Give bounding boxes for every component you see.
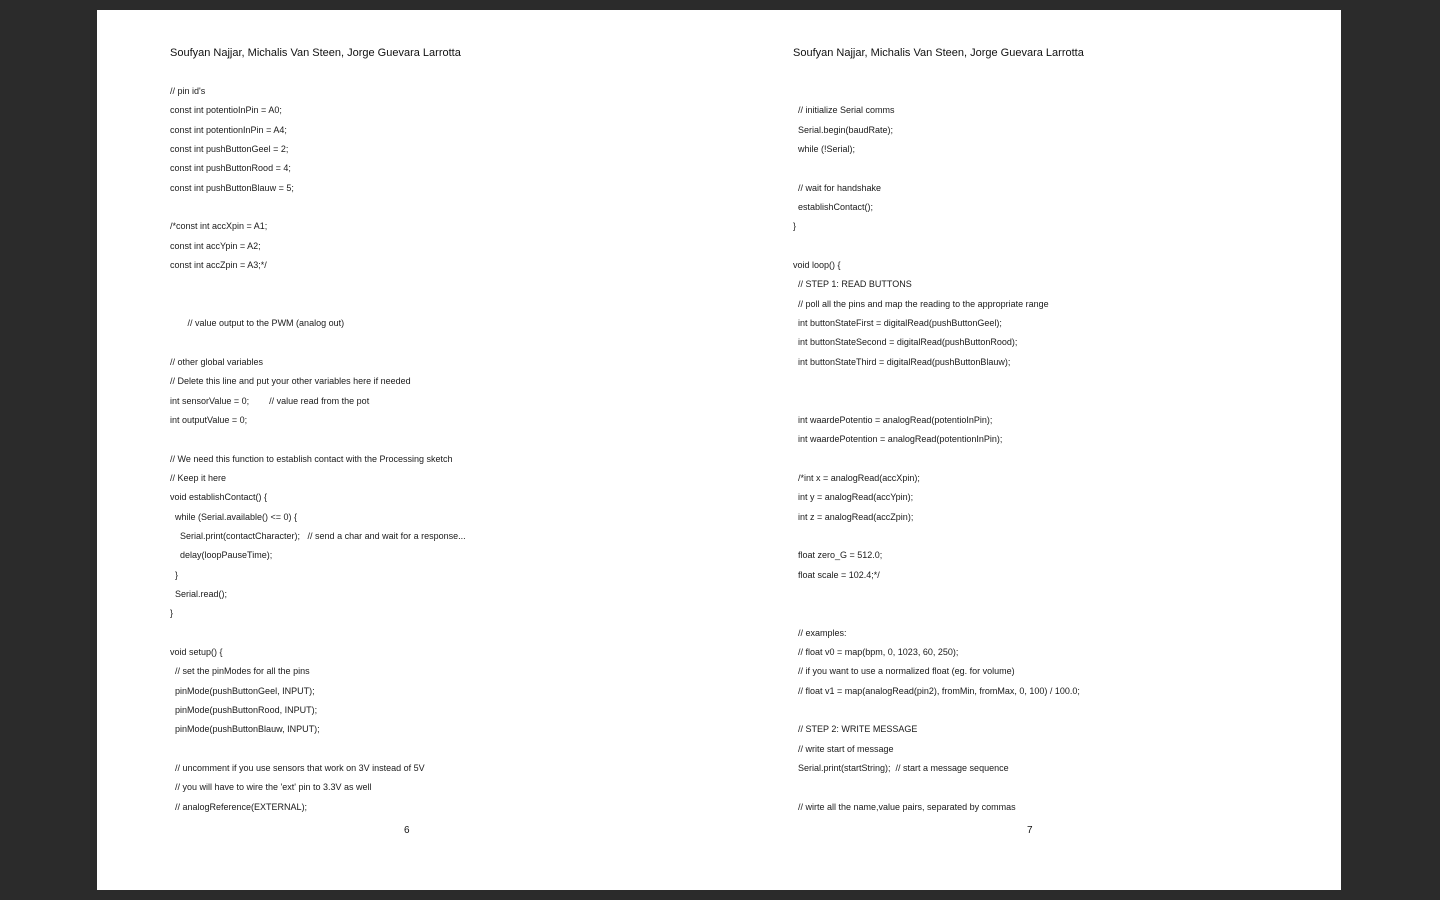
code-line: // wait for handshake <box>793 182 882 193</box>
code-line: /*int x = analogRead(accXpin); <box>793 472 920 483</box>
code-line: float zero_G = 512.0; <box>793 550 883 561</box>
code-line: // write start of message <box>793 743 894 754</box>
page-6 <box>170 10 690 890</box>
code-line: // pin id's <box>170 86 206 96</box>
code-line: int z = analogRead(accZpin); <box>793 511 914 522</box>
code-line <box>793 237 1080 256</box>
code-line: } <box>170 569 179 580</box>
code-line <box>793 392 1080 411</box>
code-line <box>793 450 1080 469</box>
code-line: // set the pinModes for all the pins <box>170 666 310 677</box>
code-line <box>793 527 1080 546</box>
code-line: // STEP 2: WRITE MESSAGE <box>793 724 918 735</box>
code-line: int sensorValue = 0; // value read from the pot <box>170 395 370 406</box>
code-line <box>793 82 1080 101</box>
code-line: // other global variables <box>170 356 264 367</box>
code-line: /*const int accXpin = A1; <box>170 221 268 232</box>
code-line: int y = analogRead(accYpin); <box>793 492 914 503</box>
code-line: void setup() { <box>170 646 223 657</box>
code-line: const int pushButtonGeel = 2; <box>170 144 289 155</box>
page-spread <box>97 10 1341 890</box>
code-line: // analogReference(EXTERNAL); <box>170 801 308 812</box>
code-line: void establishContact() { <box>170 492 268 503</box>
code-line: float scale = 102.4;*/ <box>793 569 880 580</box>
code-line: // We need this function to establish contact with the Processing sketch <box>170 453 453 464</box>
code-line: // wirte all the name,value pairs, separated by commas <box>793 801 1016 812</box>
code-line: // you will have to wire the 'ext' pin to 3.3V as well <box>170 782 372 793</box>
code-listing <box>170 82 466 817</box>
code-line: Serial.print(startString); // start a message sequence <box>793 763 1009 774</box>
code-line: Serial.print(contactCharacter); // send a char and wait for a response... <box>170 530 466 541</box>
code-line: // examples: <box>793 627 847 638</box>
code-line: // STEP 1: READ BUTTONS <box>793 279 912 290</box>
code-line <box>170 430 466 449</box>
code-line <box>793 701 1080 720</box>
code-line: pinMode(pushButtonRood, INPUT); <box>170 705 318 715</box>
code-line: // float v1 = map(analogRead(pin2), fromMin, fromMax, 0, 100) / 100.0; <box>793 685 1080 696</box>
code-line: int buttonStateSecond = digitalRead(pushButtonRood); <box>793 337 1018 348</box>
code-line <box>793 778 1080 797</box>
page-header: Soufyan Najjar, Michalis Van Steen, Jorge Guevara Larrotta <box>170 47 461 59</box>
page-number: 6 <box>404 825 410 836</box>
code-line: // uncomment if you use sensors that work on 3V instead of 5V <box>170 763 425 774</box>
code-line: Serial.read(); <box>170 588 228 599</box>
code-line: int outputValue = 0; <box>170 414 248 425</box>
code-line: // initialize Serial comms <box>793 105 895 116</box>
code-line <box>793 372 1080 391</box>
code-line <box>170 624 466 643</box>
code-line: // Delete this line and put your other variables here if needed <box>170 376 411 387</box>
code-line <box>170 333 466 352</box>
code-line <box>170 275 466 294</box>
code-line: const int accYpin = A2; <box>170 240 261 251</box>
code-line: // if you want to use a normalized float (eg. for volume) <box>793 666 1015 677</box>
code-line: // value output to the PWM (analog out) <box>170 318 345 329</box>
code-line: void loop() { <box>793 260 841 271</box>
code-line: pinMode(pushButtonBlauw, INPUT); <box>170 724 320 735</box>
code-line: const int accZpin = A3;*/ <box>170 260 267 271</box>
code-line <box>170 740 466 759</box>
code-line <box>170 198 466 217</box>
code-line <box>793 604 1080 623</box>
code-line: } <box>170 608 174 619</box>
code-line <box>793 585 1080 604</box>
code-line <box>793 159 1080 178</box>
code-line: int buttonStateFirst = digitalRead(pushButtonGeel); <box>793 318 1002 329</box>
code-line: const int potentioInPin = A0; <box>170 105 282 116</box>
code-line: const int pushButtonBlauw = 5; <box>170 182 294 193</box>
code-line: delay(loopPauseTime); <box>170 550 273 561</box>
code-line: // poll all the pins and map the reading to the appropriate range <box>793 298 1049 309</box>
code-line: while (Serial.available() <= 0) { <box>170 511 298 522</box>
code-line: int waardePotentio = analogRead(potentioInPin); <box>793 414 993 425</box>
code-line: } <box>793 221 797 232</box>
code-line: const int pushButtonRood = 4; <box>170 163 291 174</box>
code-listing <box>793 82 1080 817</box>
page-header: Soufyan Najjar, Michalis Van Steen, Jorge Guevara Larrotta <box>793 47 1084 59</box>
code-line: while (!Serial); <box>793 144 856 155</box>
code-line: int waardePotention = analogRead(potentionInPin); <box>793 434 1003 445</box>
code-line: // float v0 = map(bpm, 0, 1023, 60, 250); <box>793 646 959 657</box>
code-line: pinMode(pushButtonGeel, INPUT); <box>170 685 315 696</box>
page-number: 7 <box>1027 825 1033 836</box>
page-7 <box>793 10 1313 890</box>
code-line: Serial.begin(baudRate); <box>793 124 894 135</box>
code-line: establishContact(); <box>793 202 874 213</box>
code-line: // Keep it here <box>170 472 227 483</box>
code-line: const int potentionInPin = A4; <box>170 124 287 135</box>
code-line <box>170 295 466 314</box>
code-line: int buttonStateThird = digitalRead(pushButtonBlauw); <box>793 356 1011 367</box>
